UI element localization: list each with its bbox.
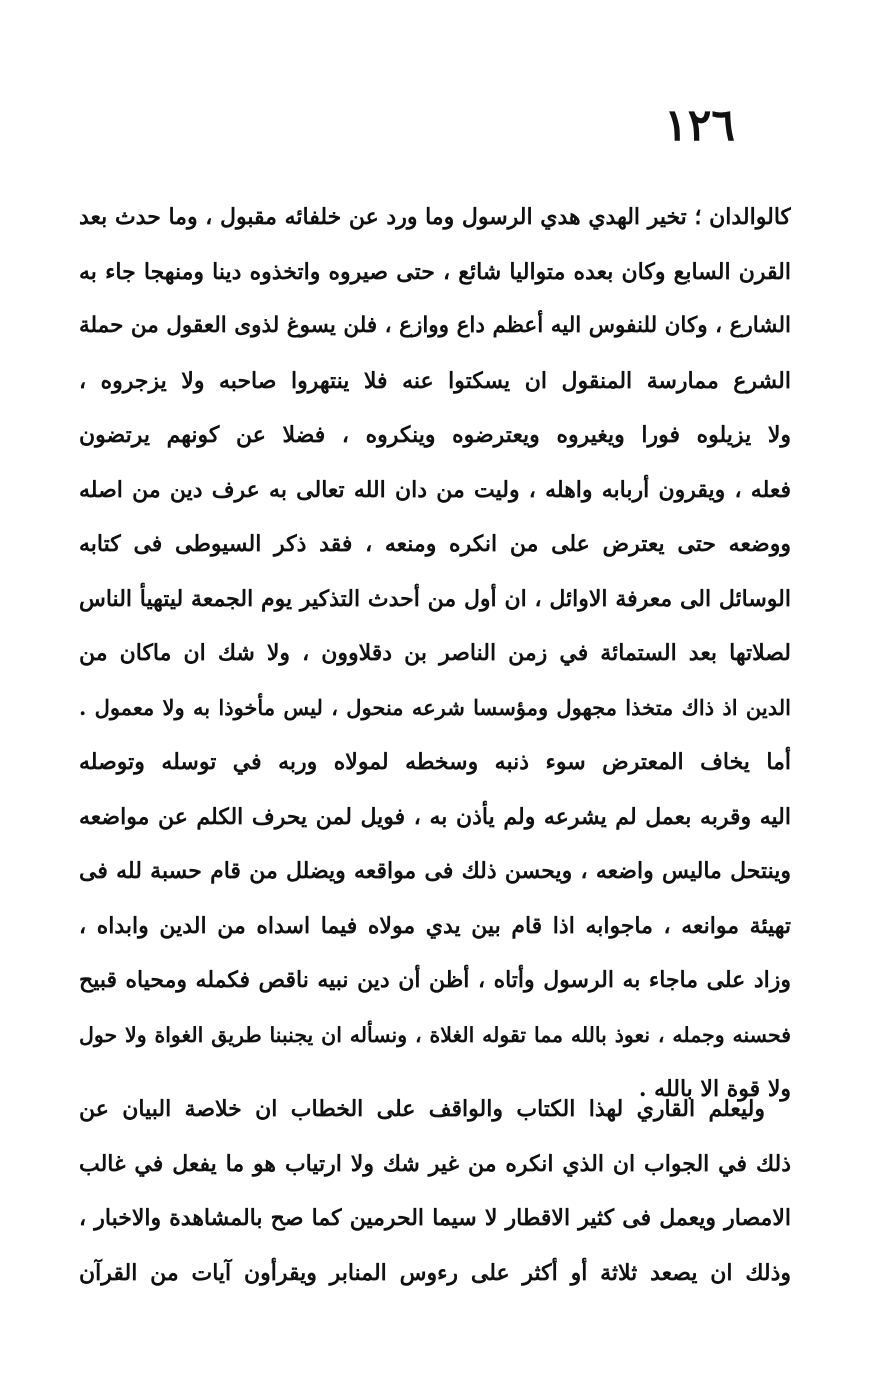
text-line: وزاد على ماجاء به الرسول وأتاه ، أظن أن دين نبيه ناقص فكمله ومحياه قبيح (79, 967, 791, 993)
text-line: وينتحل ماليس واضعه ، ويحسن ذلك فى مواقعه ويضلل من قام حسبة لله فى (79, 858, 791, 884)
text-line: الامصار ويعمل فى كثير الاقطار لا سيما الحرمين كما صح بالمشاهدة والاخبار ، (79, 1205, 791, 1231)
text-line: كالوالدان ؛ تخير الهدي هدي الرسول وما ورد عن خلفائه مقبول ، وما حدث بعد (79, 204, 791, 230)
text-line: فعله ، ويقرون أربابه واهله ، وليت من دان الله تعالى به عرف دين من اصله (79, 476, 791, 503)
text-line: القرن السابع وكان بعده متواليا شائع ، حتى صيروه واتخذوه دينا ومنهجا جاء به (79, 258, 791, 285)
text-line: تهيئة موانعه ، ماجوابه اذا قام بين يدي مولاه فيما اسداه من الدين وابداه ، (79, 912, 791, 939)
page-number: ١٢٦ (664, 100, 735, 151)
text-line: ولا قوة الا بالله . (638, 1076, 791, 1102)
text-line: ذلك في الجواب ان الذي انكره من غير شك ولا ارتياب هو ما يفعل في غالب (79, 1150, 791, 1177)
text-line: لصلاتها بعد الستمائة في زمن الناصر بن دقلاوون ، ولا شك ان ماكان من (79, 640, 791, 666)
text-line: أما يخاف المعترض سوء ذنبه وسخطه لمولاه وربه في توسله وتوصله (79, 749, 791, 775)
paragraph-2 (79, 1082, 791, 1300)
text-line: الدين اذ ذاك متخذا مجهول ومؤسسا شرعه منحول ، ليس مأخوذا به ولا معمول . (79, 694, 791, 720)
text-line: الشارع ، وكان للنفوس اليه أعظم داع ووازع ، فلن يسوغ لذوى العقول من حملة (79, 313, 791, 338)
text-line: الوسائل الى معرفة الاوائل ، ان أول من أحدث التذكير يوم الجمعة ليتهيأ الناس (79, 585, 791, 612)
text-line: وذلك ان يصعد ثلاثة أو أكثر على رءوس المنابر ويقرأون آيات من القرآن (79, 1259, 791, 1286)
paragraph-1 (79, 190, 791, 1117)
text-line: وليعلم القاري لهذا الكتاب والواقف على الخطاب ان خلاصة البيان عن (79, 1096, 765, 1122)
text-line: الشرع ممارسة المنقول ان يسكتوا عنه فلا ينتهروا صاحبه ولا يزجروه ، (79, 367, 791, 394)
text-line: اليه وقربه بعمل لم يشرعه ولم يأذن به ، فويل لمن يحرف الكلم عن مواضعه (79, 803, 791, 830)
text-line: ووضعه حتى يعترض على من انكره ومنعه ، فقد ذكر السيوطى فى كتابه (79, 531, 791, 557)
text-line: ولا يزيلوه فورا ويغيروه ويعترضوه وينكروه ، فضلا عن كونهم يرتضون (79, 422, 791, 448)
text-line: فحسنه وجمله ، نعوذ بالله مما تقوله الغلاة ، ونسأله ان يجنبنا طريق الغواة ولا حول (79, 1022, 791, 1047)
